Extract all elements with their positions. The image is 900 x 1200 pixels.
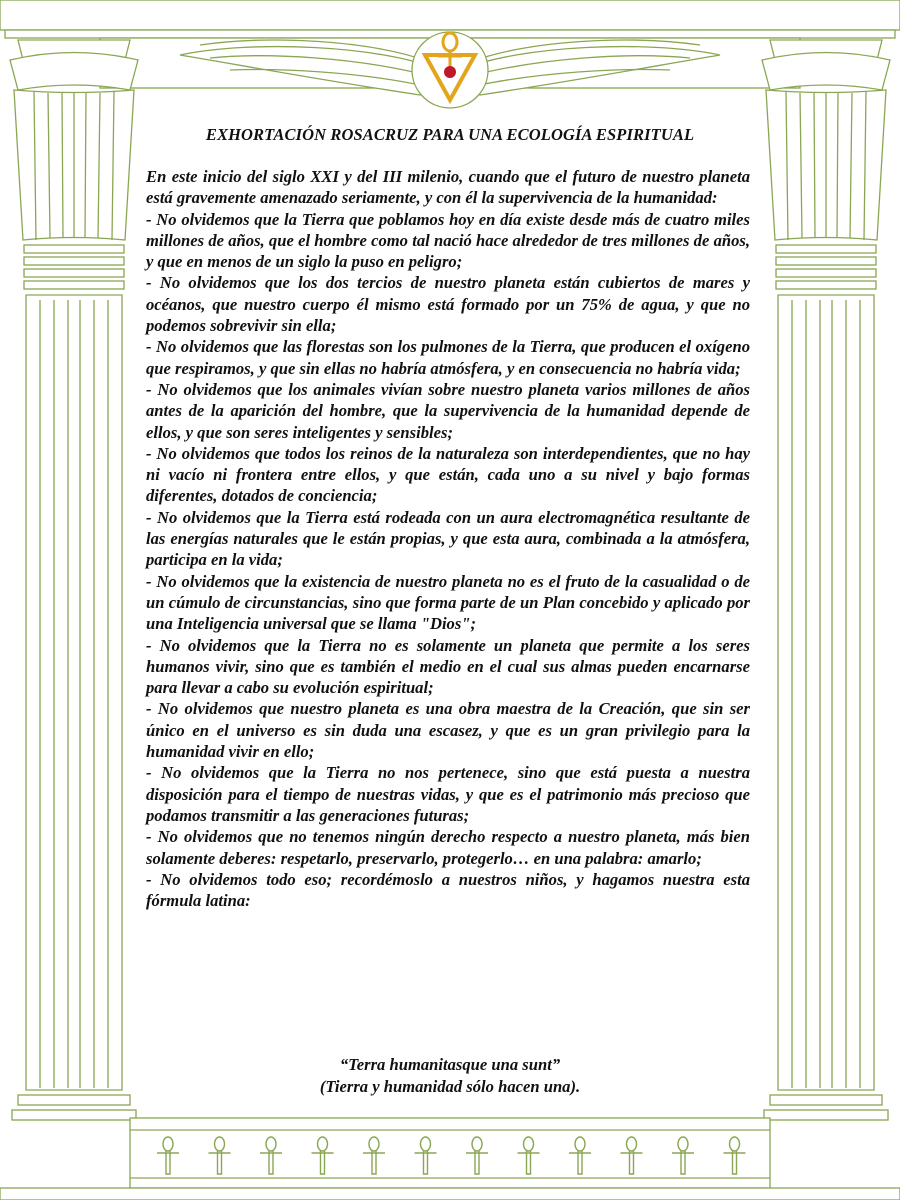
closing-quote — [150, 1054, 750, 1098]
list-item: - No olvidemos que las florestas son los pulmones de la Tierra, que producen el oxígeno que respiramos, y que sin ellas no habría atmósfera, y en consecuencia no habría vida; — [146, 337, 750, 378]
document-body — [146, 166, 750, 911]
list-item: - No olvidemos que nuestro planeta es una obra maestra de la Creación, que sin ser único en el universo es sin duda una escasez, y que es un gran privilegio para la humanidad vivir en ello; — [146, 699, 750, 762]
list-item: - No olvidemos que la Tierra está rodeada con un aura electromagnética resultante de las energías naturales que le están propias, y que esta aura, combinada a la atmósfera, participa en la vida; — [146, 507, 750, 570]
list-item: - No olvidemos que todos los reinos de la naturaleza son interdependientes, que no hay ni vacío ni frontera entre ellos, y que están, cada uno a su nivel y bajo formas diferentes, dotados de conciencia; — [146, 443, 750, 506]
list-item: - No olvidemos todo eso; recordémoslo a nuestros niños, y hagamos nuestra esta fórmula latina: — [146, 869, 750, 911]
list-item: - No olvidemos que los animales vivían sobre nuestro planeta varios millones de años antes de la aparición del hombre, que la supervivencia de la humanidad depende de ellos, y que son seres inteligentes y sensibles; — [146, 379, 750, 442]
list-item: - No olvidemos que la Tierra que poblamos hoy en día existe desde más de cuatro miles millones de años, que el hombre como tal nació hace alrededor de tres millones de años, y que en menos de un siglo la puso en peligro; — [146, 209, 750, 272]
rose-icon — [444, 66, 456, 78]
footer-band — [0, 1188, 900, 1200]
latin-quote: “Terra humanitasque una sunt” — [339, 1055, 561, 1074]
left-column — [10, 40, 138, 1120]
list-item: - No olvidemos que la existencia de nuestro planeta no es el fruto de la casualidad o de un cúmulo de circunstancias, sino que forma parte de un Plan concebido y aplicado por una Inteligencia universal que se llama "Dios"; — [146, 571, 750, 634]
document-title: EXHORTACIÓN ROSACRUZ PARA UNA ECOLOGÍA ESPIRITUAL — [205, 125, 695, 144]
list-item: - No olvidemos que la Tierra no nos pertenece, sino que está puesta a nuestra disposición para el tiempo de nuestras vidas, y que es el patrimonio más precioso que podamos transmitir a las generaciones futuras; — [146, 763, 750, 825]
list-item: - No olvidemos que no tenemos ningún derecho respecto a nuestro planeta, más bien solamente deberes: respetarlo, preservarlo, protegerlo… en una palabra: amarlo; — [146, 827, 750, 868]
intro-paragraph: En este inicio del siglo XXI y del III milenio, cuando que el futuro de nuestro planeta está gravemente amenazado seriamente, y con él la supervivencia de la humanidad: — [146, 167, 750, 208]
list-item: - No olvidemos que la Tierra no es solamente un planeta que permite a los seres humanos vivir, sino que es también el medio en el cual sus almas pueden encarnarse para llevar a cabo su evolución espiritual; — [146, 635, 750, 698]
right-column — [762, 40, 890, 1120]
top-band — [0, 0, 900, 30]
quote-translation: (Tierra y humanidad sólo hacen una). — [319, 1077, 581, 1096]
list-item: - No olvidemos que los dos tercios de nuestro planeta están cubiertos de mares y océanos, que nuestro cuerpo él mismo está formado por un 75% de agua, y que no podemos sobrevivir sin ella; — [146, 273, 750, 336]
